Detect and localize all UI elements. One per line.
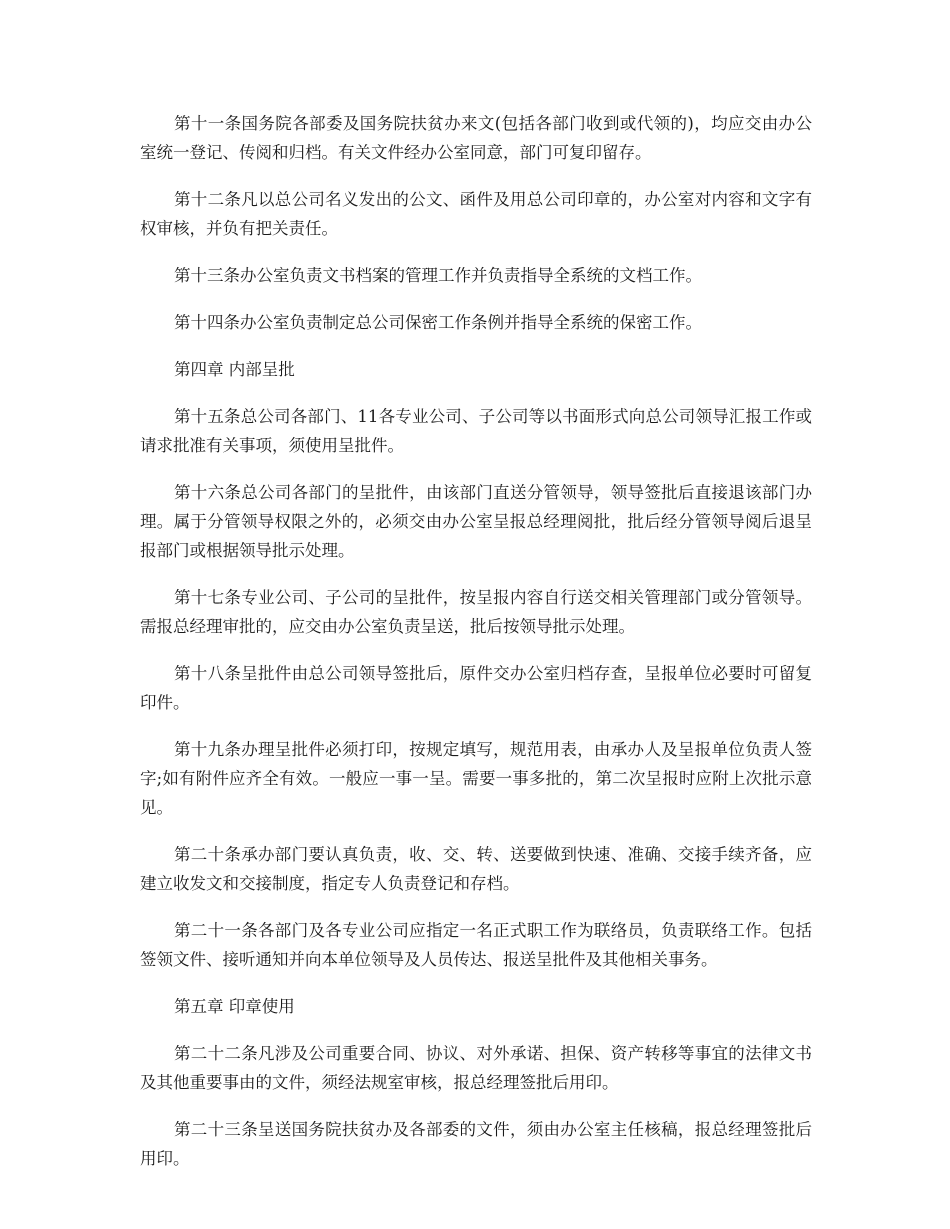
article-13: 第十三条办公室负责文书档案的管理工作并负责指导全系统的文档工作。 (174, 266, 702, 285)
article-20: 第二十条承办部门要认真负责，收、交、转、送要做到快速、准确、交接手续齐备，应建立收发文和交接制度，指定专人负责登记和存档。 (140, 845, 812, 893)
article-15: 第十五条总公司各部门、11各专业公司、子公司等以书面形式向总公司领导汇报工作或请求批准有关事项，须使用呈批件。 (140, 407, 812, 455)
document-page (140, 109, 812, 1191)
article-17: 第十七条专业公司、子公司的呈批件，按呈报内容自行送交相关管理部门或分管领导。需报总经理审批的，应交由办公室负责呈送，批后按领导批示处理。 (140, 588, 812, 636)
article-14: 第十四条办公室负责制定总公司保密工作条例并指导全系统的保密工作。 (174, 313, 702, 332)
chapter-4-heading: 第四章 内部呈批 (174, 360, 295, 379)
article-21: 第二十一条各部门及各专业公司应指定一名正式职工作为联络员，负责联络工作。包括签领文件、接听通知并向本单位领导及人员传达、报送呈批件及其他相关事务。 (140, 921, 812, 969)
chapter-5-heading: 第五章 印章使用 (174, 997, 295, 1016)
article-12: 第十二条凡以总公司名义发出的公文、函件及用总公司印章的，办公室对内容和文字有权审核，并负有把关责任。 (140, 190, 812, 238)
article-16: 第十六条总公司各部门的呈批件，由该部门直送分管领导，领导签批后直接退该部门办理。属于分管领导权限之外的，必须交由办公室呈报总经理阅批，批后经分管领导阅后退呈报部门或根据领导批示处理。 (140, 483, 812, 560)
article-18: 第十八条呈批件由总公司领导签批后，原件交办公室归档存查，呈报单位必要时可留复印件。 (140, 664, 812, 712)
article-23: 第二十三条呈送国务院扶贫办及各部委的文件，须由办公室主任核稿，报总经理签批后用印。 (140, 1120, 812, 1168)
article-22: 第二十二条凡涉及公司重要合同、协议、对外承诺、担保、资产转移等事宜的法律文书及其他重要事由的文件，须经法规室审核，报总经理签批后用印。 (140, 1044, 812, 1092)
article-19: 第十九条办理呈批件必须打印，按规定填写，规范用表，由承办人及呈报单位负责人签字;如有附件应齐全有效。一般应一事一呈。需要一事多批的，第二次呈报时应附上次批示意见。 (140, 740, 812, 817)
article-11: 第十一条国务院各部委及国务院扶贫办来文(包括各部门收到或代领的)，均应交由办公室统一登记、传阅和归档。有关文件经办公室同意，部门可复印留存。 (140, 114, 812, 162)
